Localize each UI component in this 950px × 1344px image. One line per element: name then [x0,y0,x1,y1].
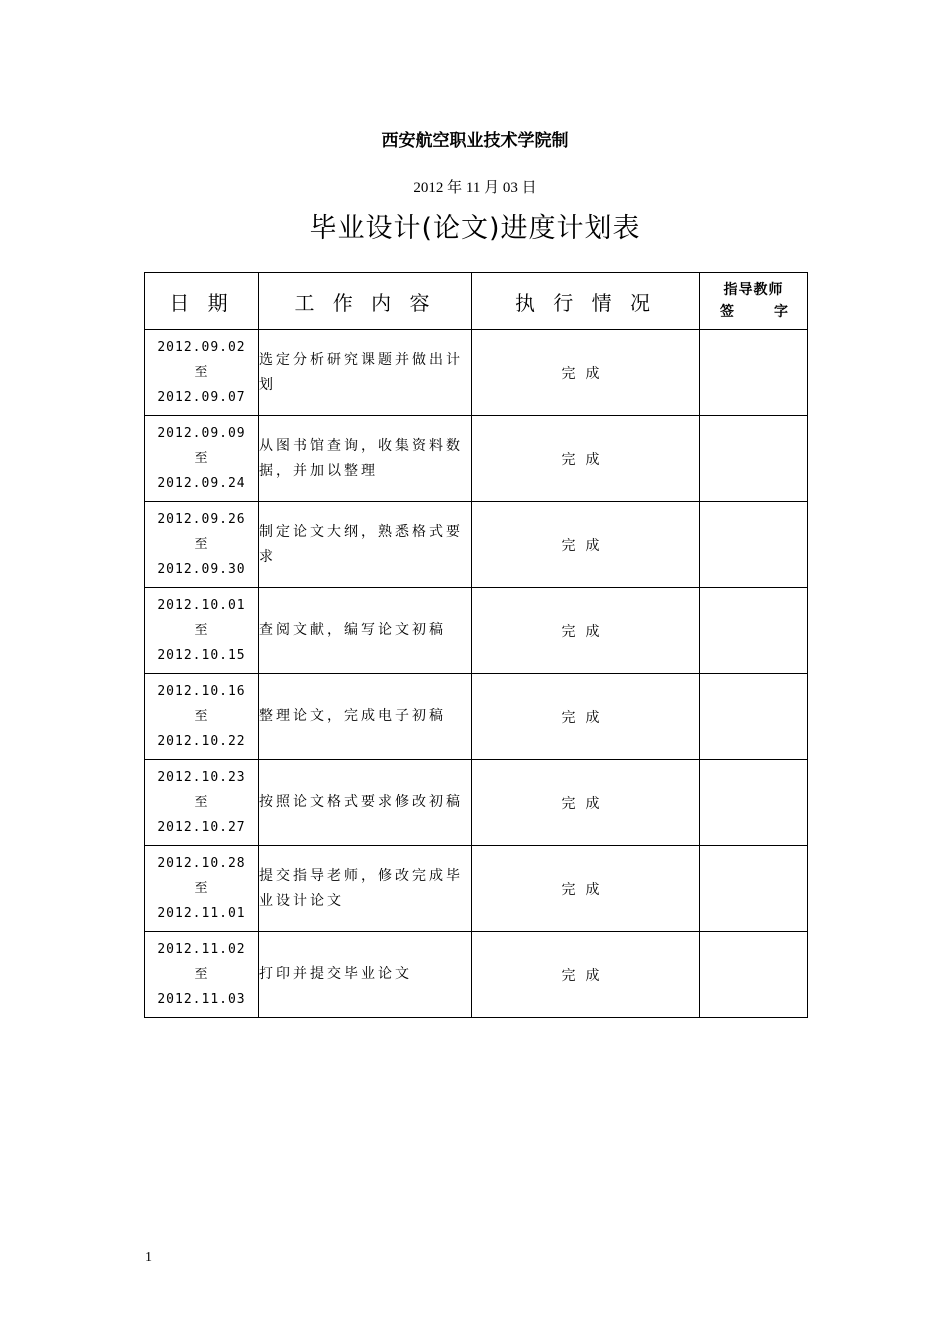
date-range-cell [145,588,259,674]
date-separator: 至 [194,365,209,380]
signature-cell [700,502,808,588]
table-row [145,674,808,760]
work-content-cell: 从图书馆查询，收集资料数据，并加以整理 [259,416,472,502]
date-separator: 至 [194,967,209,982]
date-range-cell [145,330,259,416]
status-cell: 完成 [472,760,700,846]
table-row [145,932,808,1018]
work-content-cell: 选定分析研究课题并做出计划 [259,330,472,416]
date-to: 2012.09.07 [157,390,246,405]
date-to: 2012.10.15 [157,648,246,663]
signature-cell [700,416,808,502]
document-date: 2012 年 11 月 03 日 [413,180,537,196]
date-separator: 至 [194,623,209,638]
status-cell: 完成 [472,846,700,932]
signature-cell [700,674,808,760]
table-row [145,416,808,502]
date-range-cell [145,932,259,1018]
institution-name: 西安航空职业技术学院制 [381,131,569,151]
work-content-cell: 制定论文大纲，熟悉格式要求 [259,502,472,588]
signature-cell [700,760,808,846]
date-to: 2012.09.30 [157,562,246,577]
date-from: 2012.10.23 [157,770,246,785]
date-from: 2012.09.26 [157,512,246,527]
status-cell: 完成 [472,932,700,1018]
date-separator: 至 [194,451,209,466]
date-from: 2012.09.09 [157,426,246,441]
date-to: 2012.09.24 [157,476,246,491]
date-separator: 至 [194,709,209,724]
date-separator: 至 [194,881,209,896]
header-signature [700,273,808,330]
signature-cell [700,932,808,1018]
table-row [145,330,808,416]
date-to: 2012.10.22 [157,734,246,749]
date-separator: 至 [194,795,209,810]
date-from: 2012.09.02 [157,340,246,355]
signature-cell [700,588,808,674]
table-row [145,846,808,932]
status-cell: 完成 [472,416,700,502]
table-header-row [145,273,808,330]
status-cell: 完成 [472,588,700,674]
header-date: 日 期 [145,273,259,330]
status-cell: 完成 [472,502,700,588]
date-range-cell [145,416,259,502]
work-content-cell: 按照论文格式要求修改初稿 [259,760,472,846]
table-row [145,588,808,674]
date-to: 2012.11.01 [157,906,246,921]
work-content-cell: 打印并提交毕业论文 [259,932,472,1018]
date-from: 2012.10.01 [157,598,246,613]
table-row [145,502,808,588]
header-signature-line1: 指导教师 [723,282,784,298]
date-separator: 至 [194,537,209,552]
page-number: 1 [145,1250,152,1265]
date-range-cell [145,846,259,932]
header-signature-char2: 字 [774,304,789,320]
signature-cell [700,846,808,932]
schedule-table [144,272,808,1018]
status-cell: 完成 [472,674,700,760]
date-from: 2012.10.28 [157,856,246,871]
date-range-cell [145,760,259,846]
work-content-cell: 提交指导老师，修改完成毕业设计论文 [259,846,472,932]
date-range-cell [145,502,259,588]
date-from: 2012.11.02 [157,942,246,957]
work-content-cell: 整理论文，完成电子初稿 [259,674,472,760]
status-cell: 完成 [472,330,700,416]
header-signature-char1: 签 [720,304,735,320]
date-to: 2012.11.03 [157,992,246,1007]
work-content-cell: 查阅文献，编写论文初稿 [259,588,472,674]
page-title: 毕业设计(论文)进度计划表 [309,213,641,244]
date-from: 2012.10.16 [157,684,246,699]
signature-cell [700,330,808,416]
date-range-cell [145,674,259,760]
table-row [145,760,808,846]
date-to: 2012.10.27 [157,820,246,835]
header-content: 工 作 内 容 [259,273,472,330]
header-status: 执 行 情 况 [472,273,700,330]
